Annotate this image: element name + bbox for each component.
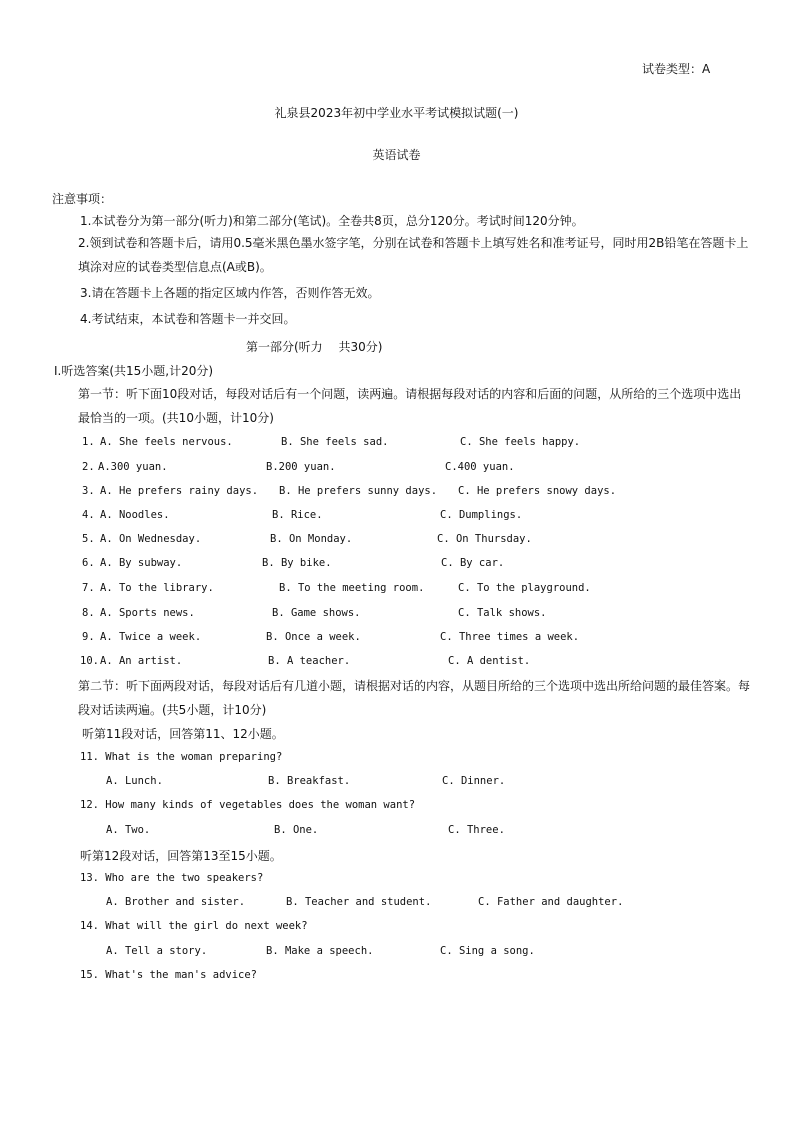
question-9-option-a[interactable]: A. Twice a week. <box>100 631 202 643</box>
question-11-option-b[interactable]: B. Breakfast. <box>268 775 351 787</box>
question-2-option-a[interactable]: A.300 yuan. <box>98 461 168 473</box>
question-14-stem: 14. What will the girl do next week? <box>80 920 308 932</box>
dialog-12-note: 听第12段对话，回答第13至15小题。 <box>80 849 282 863</box>
question-8-option-b[interactable]: B. Game shows. <box>272 607 361 619</box>
question-14-option-a[interactable]: A. Tell a story. <box>106 945 208 957</box>
question-7-number: 7. <box>82 582 95 594</box>
question-12-option-a[interactable]: A. Two. <box>106 824 151 836</box>
question-1-option-b[interactable]: B. She feels sad. <box>281 436 389 448</box>
subject-title: 英语试卷 <box>372 148 421 162</box>
section1-intro: 第一节：听下面10段对话，每段对话后有一个问题，读两遍。请根据每段对话的内容和后面的问题，从所给的三个选项中选出最恰当的一项。(共10小题，计10分) <box>78 387 742 425</box>
question-3-option-c[interactable]: C. He prefers snowy days. <box>458 485 617 497</box>
section-heading: Ⅰ.听选答案(共15小题,计20分) <box>54 364 214 378</box>
question-5-number: 5. <box>82 533 95 545</box>
question-5-option-c[interactable]: C. On Thursday. <box>437 533 532 545</box>
dialog-11-note: 听第11段对话，回答第11、12小题。 <box>82 727 284 741</box>
question-1-number: 1. <box>82 436 95 448</box>
question-2-number: 2. <box>82 461 95 473</box>
question-11-option-a[interactable]: A. Lunch. <box>106 775 163 787</box>
question-13-option-a[interactable]: A. Brother and sister. <box>106 896 246 908</box>
question-13-option-b[interactable]: B. Teacher and student. <box>286 896 432 908</box>
notice-heading: 注意事项： <box>52 192 113 206</box>
question-10-option-a[interactable]: A. An artist. <box>100 655 183 667</box>
question-2-option-c[interactable]: C.400 yuan. <box>445 461 515 473</box>
question-5-option-b[interactable]: B. On Monday. <box>270 533 353 545</box>
question-5-option-a[interactable]: A. On Wednesday. <box>100 533 202 545</box>
paper-type-label: 试卷类型：A <box>642 62 711 76</box>
question-11-option-c[interactable]: C. Dinner. <box>442 775 506 787</box>
question-1-option-a[interactable]: A. She feels nervous. <box>100 436 233 448</box>
question-7-option-c[interactable]: C. To the playground. <box>458 582 591 594</box>
question-7-option-b[interactable]: B. To the meeting room. <box>279 582 425 594</box>
notice-item-3: 3.请在答题卡上各题的指定区域内作答，否则作答无效。 <box>80 286 380 300</box>
question-8-option-a[interactable]: A. Sports news. <box>100 607 195 619</box>
question-7-option-a[interactable]: A. To the library. <box>100 582 214 594</box>
question-2-option-b[interactable]: B.200 yuan. <box>266 461 336 473</box>
question-3-option-a[interactable]: A. He prefers rainy days. <box>100 485 259 497</box>
question-9-option-b[interactable]: B. Once a week. <box>266 631 361 643</box>
part1-title: 第一部分(听力 共30分) <box>246 340 383 354</box>
question-4-option-c[interactable]: C. Dumplings. <box>440 509 523 521</box>
question-3-option-b[interactable]: B. He prefers sunny days. <box>279 485 438 497</box>
question-12-option-b[interactable]: B. One. <box>274 824 319 836</box>
question-8-option-c[interactable]: C. Talk shows. <box>458 607 547 619</box>
question-15-stem: 15. What's the man's advice? <box>80 969 258 981</box>
notice-item-1: 1.本试卷分为第一部分(听力)和第二部分(笔试)。全卷共8页，总分120分。考试时间120分钟。 <box>80 214 584 228</box>
question-14-option-c[interactable]: C. Sing a song. <box>440 945 535 957</box>
question-4-number: 4. <box>82 509 95 521</box>
question-6-option-b[interactable]: B. By bike. <box>262 557 332 569</box>
question-10-option-b[interactable]: B. A teacher. <box>268 655 351 667</box>
question-9-option-c[interactable]: C. Three times a week. <box>440 631 580 643</box>
question-6-option-a[interactable]: A. By subway. <box>100 557 183 569</box>
question-4-option-b[interactable]: B. Rice. <box>272 509 323 521</box>
section2-intro: 第二节：听下面两段对话，每段对话后有几道小题，请根据对话的内容，从题目所给的三个选项中选出所给问题的最佳答案。每段对话读两遍。(共5小题，计10分) <box>78 679 751 717</box>
question-8-number: 8. <box>82 607 95 619</box>
notice-item-2: 2.领到试卷和答题卡后，请用0.5毫米黑色墨水签字笔，分别在试卷和答题卡上填写姓名和准考证号，同时用2B铅笔在答题卡上填涂对应的试卷类型信息点(A或B)。 <box>78 236 749 274</box>
question-9-number: 9. <box>82 631 95 643</box>
question-10-option-c[interactable]: C. A dentist. <box>448 655 531 667</box>
question-6-option-c[interactable]: C. By car. <box>441 557 505 569</box>
notice-item-4: 4.考试结束，本试卷和答题卡一并交回。 <box>80 312 296 326</box>
exam-title: 礼泉县2023年初中学业水平考试模拟试题(一) <box>274 106 519 120</box>
question-13-stem: 13. Who are the two speakers? <box>80 872 264 884</box>
question-4-option-a[interactable]: A. Noodles. <box>100 509 170 521</box>
question-12-stem: 12. How many kinds of vegetables does the woman want? <box>80 799 416 811</box>
question-13-option-c[interactable]: C. Father and daughter. <box>478 896 624 908</box>
question-10-number: 10. <box>80 655 99 667</box>
question-12-option-c[interactable]: C. Three. <box>448 824 505 836</box>
question-6-number: 6. <box>82 557 95 569</box>
question-1-option-c[interactable]: C. She feels happy. <box>460 436 581 448</box>
question-3-number: 3. <box>82 485 95 497</box>
question-11-stem: 11. What is the woman preparing? <box>80 751 283 763</box>
question-14-option-b[interactable]: B. Make a speech. <box>266 945 374 957</box>
